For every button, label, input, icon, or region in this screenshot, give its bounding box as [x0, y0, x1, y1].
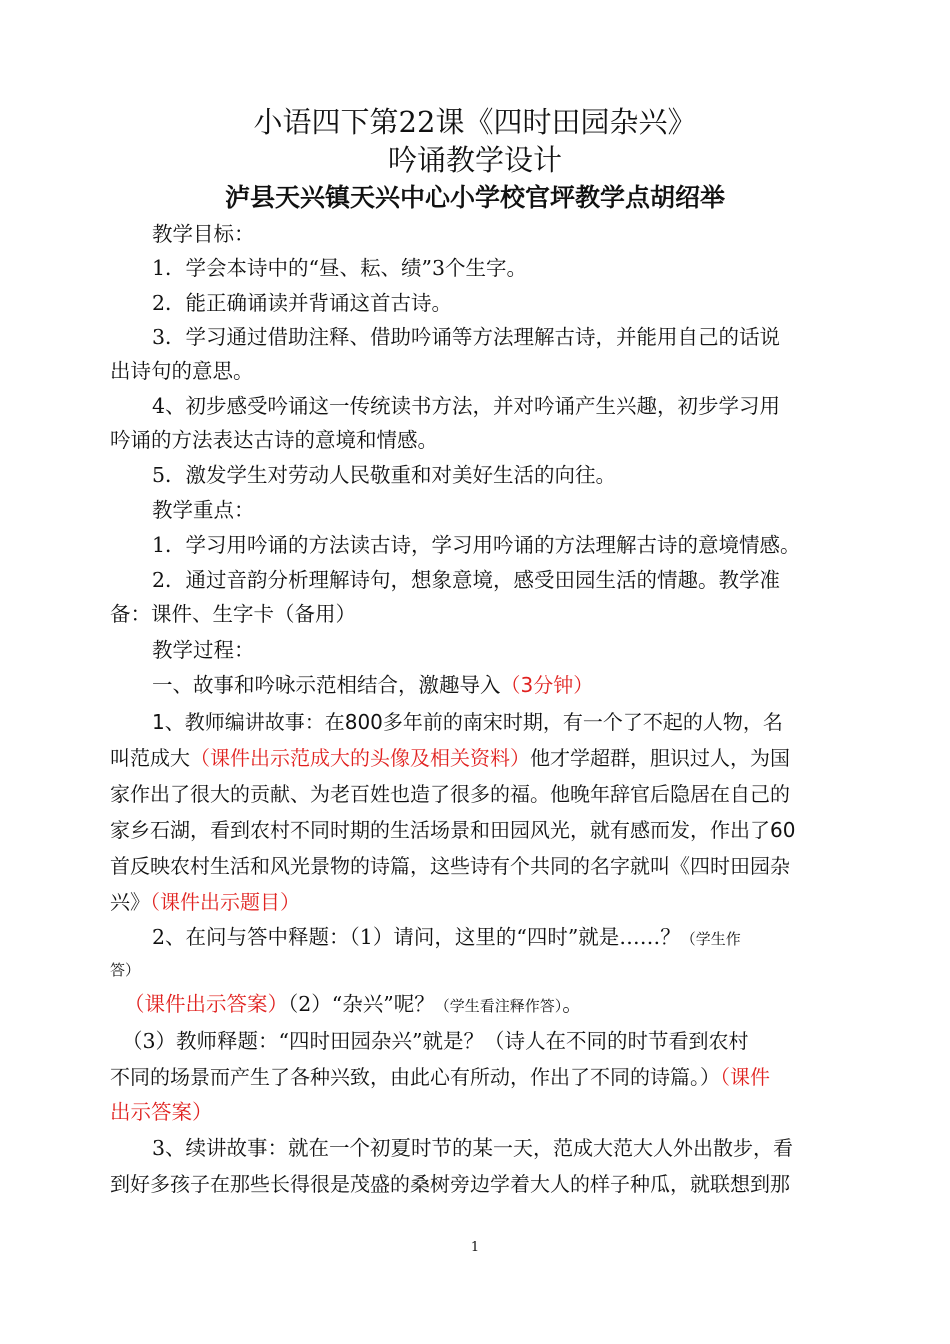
story-line-5: 首反映农村生活和风光景物的诗篇，这些诗有个共同的名字就叫《四时田园杂: [110, 854, 790, 878]
title-explain-line-6: 出示答案）: [110, 1100, 213, 1124]
objective-4-line2: 吟诵的方法表达古诗的意境和情感。: [110, 428, 438, 452]
title-explain-line-1: [152, 922, 741, 954]
story-line-4: 家乡石湖，看到农村不同时期的生活场景和田园风光，就有感而发，作出了60: [110, 818, 796, 842]
story-line-6: [110, 887, 300, 917]
objective-5: 5．激发学生对劳动人民敬重和对美好生活的向往。: [152, 463, 617, 487]
explain-text: （3）教师释题：“四时田园杂兴”就是？（诗人在不同的时节: [122, 1029, 669, 1053]
objective-1: 1．学会本诗中的“昼、耘、绩”3个生字。: [152, 256, 528, 280]
explain-text: （2）“杂兴”呢？: [288, 992, 435, 1016]
story-text: 他才学超群，胆识过人，为国: [530, 746, 790, 770]
courseware-note: （课件出示题目）: [150, 890, 300, 914]
student-note: （学生作: [680, 930, 741, 948]
story-text: 叫范成大: [110, 746, 190, 770]
title-explain-line-5: [110, 1062, 770, 1092]
doc-subtitle: 吟诵教学设计: [387, 143, 562, 177]
courseware-note: （课件: [720, 1065, 770, 1089]
student-note: （学生看注释作答）: [434, 997, 563, 1015]
section-1-time: （3分钟）: [500, 673, 594, 697]
keypoints-heading: 教学重点：: [152, 498, 255, 522]
doc-author: 泸县天兴镇天兴中心小学校官坪教学点胡绍举: [224, 183, 725, 212]
title-explain-line-4: [122, 1026, 749, 1056]
explain-text: 看到农村: [668, 1029, 749, 1053]
section-1-title: 一、故事和吟咏示范相结合，激趣导入: [152, 673, 501, 697]
explain-text: 不同的场景而产生了各种兴致，由此心有所动，作出了不同的诗篇。）: [110, 1065, 720, 1089]
story-text: 一天，范成大范大人外出散步，看: [493, 1136, 794, 1160]
keypoint-2-line1: 2．通过音韵分析理解诗句，想象意境，感受田园生活的情趣。教学准: [152, 568, 781, 592]
story-line-1: 1、教师编讲故事：在800多年前的南宋时期，有一个了不起的人物，名: [152, 710, 783, 734]
objective-2: 2．能正确诵读并背诵这首古诗。: [152, 291, 453, 315]
story-continue-line-1: [152, 1133, 793, 1163]
page-number: 1: [470, 1240, 480, 1255]
doc-title: 小语四下第22课《四时田园杂兴》: [253, 105, 697, 139]
title-explain-line-3: [124, 989, 583, 1021]
keypoint-2-line2: 备：课件、生字卡（备用）: [110, 602, 356, 626]
section-1-heading: [152, 670, 593, 700]
courseware-note: （课件出示答案）: [124, 992, 288, 1016]
objective-3-line1: 3．学习通过借助注释、借助吟诵等方法理解古诗，并能用自己的话说: [152, 325, 781, 349]
story-text: 兴》: [110, 890, 150, 914]
story-line-3: 家作出了很大的贡献、为老百姓也造了很多的福。他晚年辞官后隐居在自己的: [110, 782, 790, 806]
story-line-2: [110, 743, 790, 773]
process-heading: 教学过程：: [152, 638, 255, 662]
objective-4-line1: 4、初步感受吟诵这一传统读书方法，并对吟诵产生兴趣，初步学习用: [152, 394, 781, 418]
story-text: 3、续讲故事：就在一个初夏时节的某: [152, 1136, 494, 1160]
objective-3-line2: 出诗句的意思。: [110, 359, 254, 383]
courseware-note: （课件出示范成大的头像及相关资料）: [190, 746, 530, 770]
story-continue-line-2: 到好多孩子在那些长得很是茂盛的桑树旁边学着大人的样子种瓜，就联想到那: [110, 1172, 790, 1196]
title-explain-line-2: 答）: [110, 961, 141, 979]
objectives-heading: 教学目标：: [152, 222, 255, 246]
keypoint-1: 1．学习用吟诵的方法读古诗，学习用吟诵的方法理解古诗的意境情感。: [152, 533, 801, 557]
explain-text: 2、在问与答中释题：（1）请问，这里的“四时”就是……？: [152, 925, 681, 949]
explain-text: 。: [562, 992, 583, 1016]
